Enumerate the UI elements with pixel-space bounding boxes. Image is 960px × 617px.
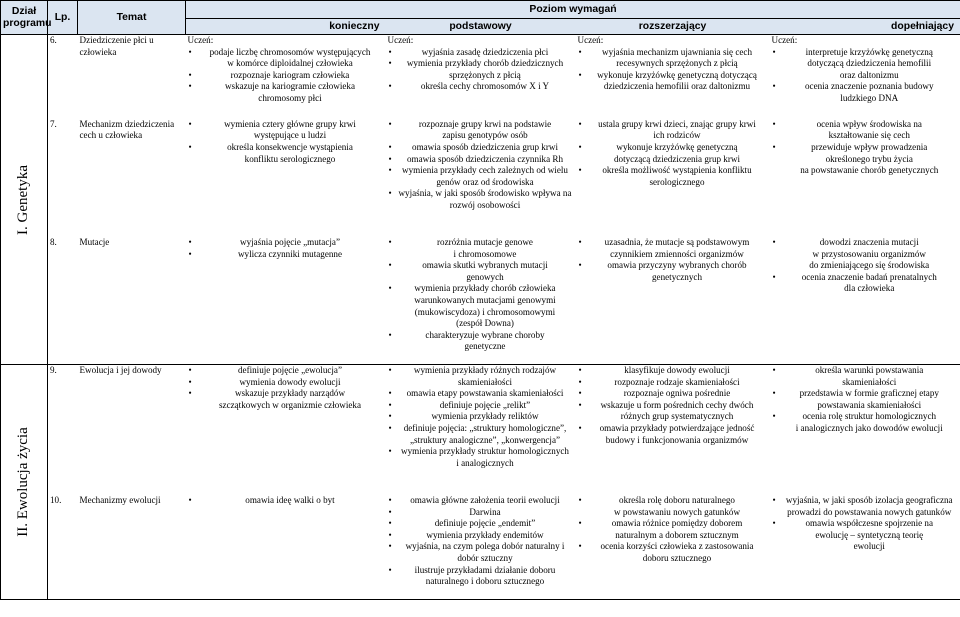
- row-topic: Dziedziczenie płci u człowieka: [79, 35, 154, 57]
- list-item: • podaje liczbę chromosomów występujących: [188, 47, 384, 59]
- list-item: • omawia skutki wybranych mutacji: [388, 260, 574, 272]
- list-item: • omawia przykłady potwierdzające jedność: [578, 423, 768, 435]
- list-item-continuation: dobór sztuczny: [457, 553, 513, 564]
- list-item: • wymienia przykłady endemitów: [388, 530, 574, 542]
- list-item: • definiuje pojęcia: „struktury homologiczne”,: [388, 423, 574, 435]
- list-item: • wyjaśnia, na czym polega dobór naturalny i: [388, 541, 574, 553]
- requirement-cell: [770, 35, 960, 119]
- row-number: 10.: [48, 495, 78, 599]
- list-item: • ocenia znaczenie poznania budowy: [772, 81, 959, 93]
- list-item: • rozpoznaje kariogram człowieka: [188, 70, 384, 82]
- list-item-continuation: chromosomy płci: [258, 92, 322, 103]
- cell-intro: Uczeń:: [771, 35, 798, 45]
- list-item-continuation: rozwój osobowości: [449, 199, 521, 210]
- list-item: • określa cechy chromosomów X i Y: [388, 81, 574, 93]
- requirement-cell: [386, 119, 576, 237]
- requirement-list: [772, 495, 959, 553]
- list-item-continuation: konfliktu serologicznego: [244, 153, 336, 164]
- list-item-continuation: ludzkiego DNA: [840, 92, 899, 103]
- section-label: II. Ewolucja życia: [15, 427, 32, 537]
- requirement-list: [578, 365, 768, 446]
- list-item-continuation: budowy i funkcjonowania organizmów: [605, 434, 749, 445]
- list-item: • wskazuje na kariogramie człowieka: [188, 81, 384, 93]
- requirement-list: [188, 365, 384, 411]
- requirement-cell: [576, 35, 770, 119]
- requirement-list: [188, 47, 384, 105]
- requirement-list: [188, 495, 384, 507]
- requirement-list: [578, 47, 768, 93]
- requirement-list: [388, 495, 574, 588]
- cell-intro: Uczeń:: [387, 35, 414, 45]
- list-item: • ustala grupy krwi dzieci, znając grupy krwi: [578, 119, 768, 131]
- table-row: [1, 495, 960, 599]
- requirement-list: [388, 365, 574, 469]
- list-item: • określa konsekwencje wystąpienia: [188, 142, 384, 154]
- list-item: • omawia ideę walki o byt: [188, 495, 384, 507]
- row-number: 6.: [50, 35, 57, 45]
- row-topic: Mechanizm dziedziczenia cech u człowieka: [79, 118, 175, 141]
- requirement-list: [188, 119, 384, 165]
- requirement-list: [772, 365, 959, 435]
- level-rozszerzajacy: rozszerzający: [576, 19, 770, 35]
- table-row: [1, 365, 960, 496]
- list-item: • Darwina: [388, 507, 574, 519]
- list-item: • wymienia dowody ewolucji: [188, 377, 384, 389]
- requirement-cell: [186, 119, 386, 237]
- row-number: 7.: [50, 118, 57, 129]
- list-item-continuation: dziedziczenia hemofilii oraz daltonizmu: [603, 81, 751, 92]
- list-item: • ocenia znaczenie badań prenatalnych: [772, 272, 959, 284]
- requirement-cell: [576, 495, 770, 599]
- list-item-continuation: „struktury analogiczne”, „konwergencja”: [409, 434, 561, 445]
- list-item: • omawia różnice pomiędzy doborem: [578, 518, 768, 530]
- list-item-continuation: na powstawanie chorób genetycznych: [800, 165, 939, 176]
- list-item-continuation: ewolucję – syntetyczną teorię: [815, 529, 924, 540]
- list-item: • charakteryzuje wybrane choroby: [388, 330, 574, 342]
- cell-intro: Uczeń:: [187, 35, 214, 45]
- requirement-list: [578, 495, 768, 565]
- list-item: • rozpoznaje rodzaje skamieniałości: [578, 377, 768, 389]
- list-item: • wykonuje krzyżówkę genetyczną: [578, 142, 768, 154]
- list-item-continuation: genetycznych: [652, 271, 702, 282]
- list-item-continuation: określonego trybu życia: [825, 153, 913, 164]
- requirement-cell: [770, 495, 960, 599]
- list-item: • omawia główne założenia teorii ewolucji: [388, 495, 574, 507]
- list-item: • klasyfikuje dowody ewolucji: [578, 365, 768, 377]
- requirement-cell: [386, 35, 576, 119]
- list-item-continuation: warunkowanych mutacjami genowymi: [414, 295, 556, 306]
- list-item-continuation: doboru sztucznego: [642, 553, 712, 564]
- list-item: • wykonuje krzyżówkę genetyczną dotyczącą: [578, 70, 768, 82]
- list-item: • ocenia wpływ środowiska na: [772, 119, 959, 131]
- list-item: • dowodzi znaczenia mutacji: [772, 237, 959, 249]
- list-item-continuation: ewolucji: [853, 541, 885, 552]
- requirement-list: [578, 237, 768, 283]
- header-dzial: Dział programu: [1, 1, 48, 35]
- list-item-continuation: genów oraz od środowiska: [436, 176, 534, 187]
- list-item-continuation: prowadzi do powstawania nowych gatunków: [787, 506, 952, 517]
- list-item-continuation: powstawania skamieniałości: [817, 399, 922, 410]
- list-item: • rozróżnia mutacje genowe: [388, 237, 574, 249]
- row-number: 9.: [50, 365, 57, 375]
- list-item: • określa rolę doboru naturalnego: [578, 495, 768, 507]
- level-podstawowy: podstawowy: [386, 19, 576, 35]
- requirement-cell: [186, 495, 386, 599]
- header-row: [1, 1, 960, 19]
- requirement-list: [388, 119, 574, 212]
- list-item: • ocenia rolę struktur homologicznych: [772, 411, 959, 423]
- list-item-continuation: do zmieniającego się środowiska: [809, 260, 930, 271]
- list-item: • wskazuje przykłady narządów: [188, 388, 384, 400]
- list-item-continuation: i analogicznych jako dowodów ewolucji: [795, 422, 943, 433]
- requirement-list: [772, 119, 959, 177]
- list-item: • wskazuje u form pośrednich cechy dwóch: [578, 400, 768, 412]
- list-item: • rozpoznaje grupy krwi na podstawie: [388, 119, 574, 131]
- section-label-cell: [1, 35, 48, 365]
- list-item-continuation: genetyczne: [464, 341, 506, 352]
- list-item-continuation: naturalnego i doboru sztucznego: [425, 576, 545, 587]
- list-item: • ocenia korzyści człowieka z zastosowania: [578, 541, 768, 553]
- list-item: • wymienia cztery główne grupy krwi: [188, 119, 384, 131]
- header-lp: Lp.: [48, 1, 78, 35]
- list-item: • wymienia przykłady struktur homologicznych: [388, 446, 574, 458]
- requirement-list: [188, 237, 384, 260]
- list-item-continuation: w komórce diploidalnej człowieka: [227, 58, 353, 69]
- list-item: • wyjaśnia mechanizm ujawniania się cech: [578, 47, 768, 59]
- list-item: • wylicza czynniki mutagenne: [188, 249, 384, 261]
- level-dopelniajacy: dopełniający: [770, 19, 960, 35]
- list-item-continuation: dotyczącą dziedziczenia grup krwi: [614, 153, 740, 164]
- list-item-continuation: w przystosowaniu organizmów: [812, 248, 926, 259]
- list-item: • wymienia przykłady różnych rodzajów: [388, 365, 574, 377]
- requirement-cell: [770, 365, 960, 496]
- list-item: • wymienia przykłady chorób dziedzicznych: [388, 58, 574, 70]
- header-poziom: Poziom wymagań: [186, 1, 960, 19]
- requirement-list: [388, 237, 574, 353]
- list-item: • ilustruje przykładami działanie doboru: [388, 565, 574, 577]
- list-item-continuation: w powstawaniu nowych gatunków: [613, 506, 741, 517]
- list-item-continuation: (zespół Downa): [456, 318, 514, 329]
- list-item-continuation: naturalnym a doborem sztucznym: [615, 529, 739, 540]
- list-item-continuation: skamieniałości: [842, 376, 897, 387]
- row-number: 8.: [48, 237, 78, 364]
- requirement-cell: [576, 237, 770, 364]
- list-item: • wymienia przykłady reliktów: [388, 411, 574, 423]
- list-item: • przewiduje wpływ prowadzenia: [772, 142, 959, 154]
- list-item-continuation: dla człowieka: [844, 283, 895, 294]
- cell-intro: Uczeń:: [577, 35, 604, 45]
- list-item-continuation: skamieniałości: [457, 376, 513, 387]
- list-item-continuation: dotyczącą dziedziczenia hemofilii: [807, 58, 932, 69]
- requirement-cell: [386, 365, 576, 496]
- list-item: • wyjaśnia pojęcie „mutacja”: [188, 237, 384, 249]
- list-item: • definiuje pojęcie „endemit”: [388, 518, 574, 530]
- requirement-list: [772, 237, 959, 295]
- list-item-continuation: serologicznego: [649, 176, 705, 187]
- list-item: • omawia sposób dziedziczenia grup krwi: [388, 142, 574, 154]
- list-item-continuation: genowych: [466, 271, 504, 282]
- section-label: I. Genetyka: [15, 164, 32, 235]
- table-row: [1, 237, 960, 364]
- requirement-cell: [386, 237, 576, 364]
- list-item: • przedstawia w formie graficznej etapy: [772, 388, 959, 400]
- requirement-cell: [186, 35, 386, 119]
- list-item: • wyjaśnia zasadę dziedziczenia płci: [388, 47, 574, 59]
- list-item: • definiuje pojęcie „relikt”: [388, 400, 574, 412]
- requirement-cell: [770, 237, 960, 364]
- requirement-list: [772, 47, 959, 105]
- list-item-continuation: i analogicznych: [456, 457, 514, 468]
- requirement-list: [578, 119, 768, 189]
- header-temat: Temat: [78, 1, 186, 35]
- list-item: • omawia etapy powstawania skamieniałości: [388, 388, 574, 400]
- list-item-continuation: (mukowiscydoza) i chromosomowymi: [414, 306, 556, 317]
- list-item: • wyjaśnia, w jaki sposób środowisko wpływa na: [388, 188, 574, 200]
- list-item: • uzasadnia, że mutacje są podstawowym: [578, 237, 768, 249]
- list-item-continuation: czynnikiem zmienności organizmów: [610, 248, 744, 259]
- requirement-cell: [386, 495, 576, 599]
- list-item-continuation: różnych grup systematycznych: [620, 411, 734, 422]
- requirement-cell: [186, 237, 386, 364]
- row-topic: Ewolucja i jej dowody: [79, 365, 162, 375]
- list-item: • omawia współczesne spojrzenie na: [772, 518, 959, 530]
- list-item: • wyjaśnia, w jaki sposób izolacja geograficzna: [772, 495, 959, 507]
- list-item: • omawia przyczyny wybranych chorób: [578, 260, 768, 272]
- list-item-continuation: szczątkowych w organizmie człowieka: [219, 399, 361, 410]
- list-item: • omawia sposób dziedziczenia czynnika Rh: [388, 154, 574, 166]
- list-item-continuation: i chromosomowe: [453, 248, 517, 259]
- list-item: • interpretuje krzyżówkę genetyczną: [772, 47, 959, 59]
- requirement-list: [388, 47, 574, 93]
- list-item-continuation: zapisu genotypów osób: [442, 130, 528, 141]
- row-topic: Mutacje: [78, 237, 186, 364]
- section-label-cell: [1, 365, 48, 600]
- requirement-cell: [770, 119, 960, 237]
- list-item-continuation: kształtowanie się cech: [828, 130, 910, 141]
- list-item: • określa warunki powstawania: [772, 365, 959, 377]
- requirement-cell: [186, 365, 386, 496]
- requirement-cell: [576, 365, 770, 496]
- requirement-cell: [576, 119, 770, 237]
- level-konieczny: konieczny: [186, 19, 386, 35]
- list-item-continuation: występujące u ludzi: [253, 130, 327, 141]
- table-body: [1, 35, 960, 600]
- list-item: • wymienia przykłady cech zależnych od wielu: [388, 165, 574, 177]
- list-item-continuation: ich rodziców: [653, 130, 701, 141]
- list-item-continuation: sprzężonych z płcią: [449, 69, 521, 80]
- list-item: • określa możliwość wystąpienia konfliktu: [578, 165, 768, 177]
- list-item-continuation: oraz daltonizmu: [839, 69, 899, 80]
- list-item-continuation: recesywnych sprzężonych z płcią: [616, 58, 738, 69]
- list-item: • wymienia przykłady chorób człowieka: [388, 283, 574, 295]
- list-item: • definiuje pojęcie „ewolucja”: [188, 365, 384, 377]
- table-row: [1, 119, 960, 237]
- row-topic: Mechanizmy ewolucji: [78, 495, 186, 599]
- table-row: [1, 35, 960, 119]
- list-item: • rozpoznaje ogniwa pośrednie: [578, 388, 768, 400]
